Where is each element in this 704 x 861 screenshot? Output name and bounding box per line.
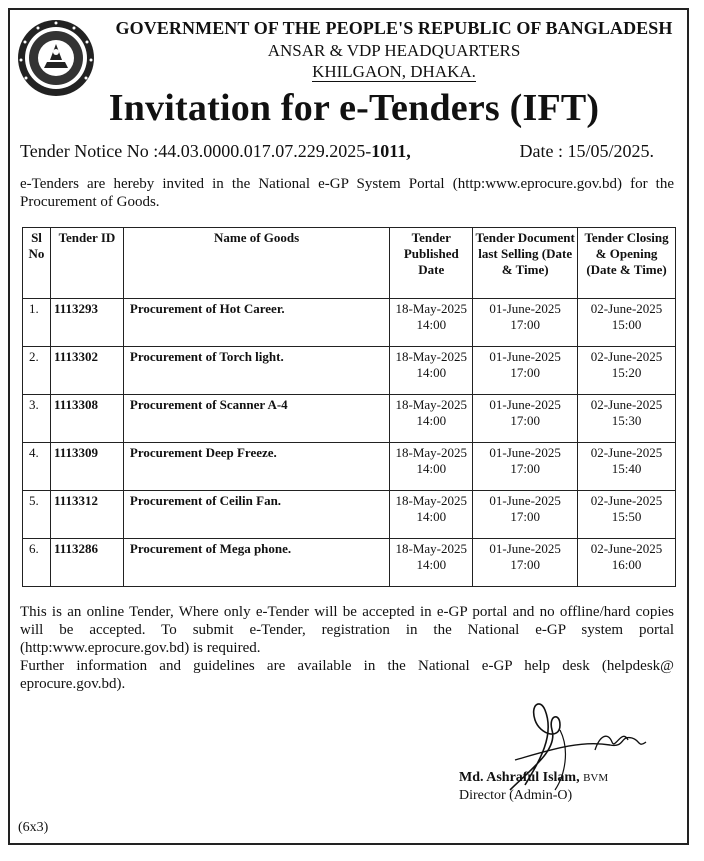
row-closing <box>578 299 676 347</box>
row-selling <box>473 299 578 347</box>
row-closing-time: 15:20 <box>611 365 642 380</box>
row-published-time: 14:00 <box>416 461 447 476</box>
header-location: KHILGAON, DHAKA. <box>312 62 476 81</box>
row-closing <box>578 443 676 491</box>
row-closing-date: 02-June-2025 <box>590 397 663 412</box>
col-header-published: Tender Published Date <box>390 228 473 299</box>
row-selling-time: 17:00 <box>510 461 540 476</box>
row-closing-date: 02-June-2025 <box>590 541 663 556</box>
intro-text: e-Tenders are hereby invited in the National e-GP System Portal (http:www.eprocure.gov.bd) for the Procurement of Goods. <box>20 176 674 210</box>
row-published <box>390 395 473 443</box>
row-published-date: 18-May-2025 <box>395 493 468 508</box>
table-row <box>23 299 676 347</box>
col-header-goods: Name of Goods <box>123 228 389 299</box>
row-selling-date: 01-June-2025 <box>489 349 561 364</box>
row-sl: 2. <box>23 347 51 395</box>
row-tender-id: 1113309 <box>50 443 123 491</box>
row-selling-date: 01-June-2025 <box>489 541 561 556</box>
table-row <box>23 443 676 491</box>
row-sl: 3. <box>23 395 51 443</box>
row-selling-date: 01-June-2025 <box>489 397 561 412</box>
row-selling-time: 17:00 <box>510 509 540 524</box>
row-closing-time: 15:50 <box>611 509 642 524</box>
row-published-time: 14:00 <box>416 365 447 380</box>
row-goods-name: Procurement of Ceilin Fan. <box>123 491 389 539</box>
table-header-row <box>23 228 676 299</box>
row-sl: 4. <box>23 443 51 491</box>
row-tender-id: 1113302 <box>50 347 123 395</box>
tender-table <box>22 227 676 587</box>
header-government: GOVERNMENT OF THE PEOPLE'S REPUBLIC OF BANGLADESH <box>115 18 673 38</box>
row-tender-id: 1113286 <box>50 539 123 587</box>
row-selling <box>473 539 578 587</box>
table-row <box>23 395 676 443</box>
row-closing-date: 02-June-2025 <box>590 493 663 508</box>
row-selling-time: 17:00 <box>510 413 540 428</box>
row-selling <box>473 347 578 395</box>
row-published-time: 14:00 <box>416 509 447 524</box>
row-closing <box>578 395 676 443</box>
table-row <box>23 539 676 587</box>
terms-text <box>20 603 674 693</box>
row-published <box>390 347 473 395</box>
tender-notice-number: Tender Notice No :44.03.0000.017.07.229.2025-1011, <box>20 141 411 161</box>
row-goods-name: Procurement of Mega phone. <box>123 539 389 587</box>
row-goods-name: Procurement of Hot Career. <box>123 299 389 347</box>
row-closing-time: 16:00 <box>611 557 642 572</box>
table-row <box>23 347 676 395</box>
signatory-name: Md. Ashraful Islam, BVM <box>459 770 609 785</box>
row-tender-id: 1113312 <box>50 491 123 539</box>
row-sl: 6. <box>23 539 51 587</box>
row-published-time: 14:00 <box>416 413 447 428</box>
row-published-date: 18-May-2025 <box>395 301 468 316</box>
row-published-time: 14:00 <box>416 317 447 332</box>
online-tender-paragraph: This is an online Tender, Where only e-Tender will be accepted in e-GP portal and no offline/hard copies will be accepted. To submit e-Tender, registration in the National e-GP system portal (http:www.eprocure.gov.bd) is required. <box>20 604 674 656</box>
notice-date: Date : 15/05/2025. <box>519 141 654 161</box>
row-tender-id: 1113308 <box>50 395 123 443</box>
row-published <box>390 491 473 539</box>
row-closing <box>578 491 676 539</box>
row-closing <box>578 539 676 587</box>
row-published <box>390 443 473 491</box>
col-header-sl: Sl No <box>23 228 51 299</box>
row-published <box>390 299 473 347</box>
row-selling-time: 17:00 <box>510 317 540 332</box>
row-published-time: 14:00 <box>416 557 447 572</box>
row-goods-name: Procurement of Scanner A-4 <box>123 395 389 443</box>
row-closing-date: 02-June-2025 <box>590 349 663 364</box>
row-published-date: 18-May-2025 <box>395 349 468 364</box>
row-closing-date: 02-June-2025 <box>590 445 663 460</box>
row-selling-date: 01-June-2025 <box>489 301 561 316</box>
row-closing-time: 15:30 <box>611 413 642 428</box>
row-goods-name: Procurement of Torch light. <box>123 347 389 395</box>
row-closing-time: 15:00 <box>611 317 642 332</box>
row-closing-time: 15:40 <box>611 461 642 476</box>
row-selling <box>473 395 578 443</box>
col-header-closing: Tender Closing & Opening (Date & Time) <box>578 228 676 299</box>
row-published-date: 18-May-2025 <box>395 445 468 460</box>
row-sl: 5. <box>23 491 51 539</box>
row-selling-date: 01-June-2025 <box>489 493 561 508</box>
row-closing <box>578 347 676 395</box>
row-selling-time: 17:00 <box>510 365 540 380</box>
page-title: Invitation for e-Tenders (IFT) <box>108 87 600 129</box>
row-published-date: 18-May-2025 <box>395 397 468 412</box>
ad-size: (6x3) <box>18 820 49 835</box>
row-published <box>390 539 473 587</box>
row-goods-name: Procurement Deep Freeze. <box>123 443 389 491</box>
row-closing-date: 02-June-2025 <box>590 301 663 316</box>
row-selling <box>473 443 578 491</box>
helpdesk-paragraph: Further information and guidelines are available in the National e-GP help desk (helpdesk@ eprocure.gov.bd). <box>20 658 674 692</box>
row-selling-time: 17:00 <box>510 557 540 572</box>
row-published-date: 18-May-2025 <box>395 541 468 556</box>
row-selling-date: 01-June-2025 <box>489 445 561 460</box>
col-header-selling: Tender Document last Selling (Date & Time) <box>473 228 578 299</box>
header-office: ANSAR & VDP HEADQUARTERS <box>267 41 521 60</box>
col-header-tender-id: Tender ID <box>50 228 123 299</box>
row-tender-id: 1113293 <box>50 299 123 347</box>
table-row <box>23 491 676 539</box>
row-selling <box>473 491 578 539</box>
row-sl: 1. <box>23 299 51 347</box>
signatory-designation: Director (Admin-O) <box>459 788 573 803</box>
